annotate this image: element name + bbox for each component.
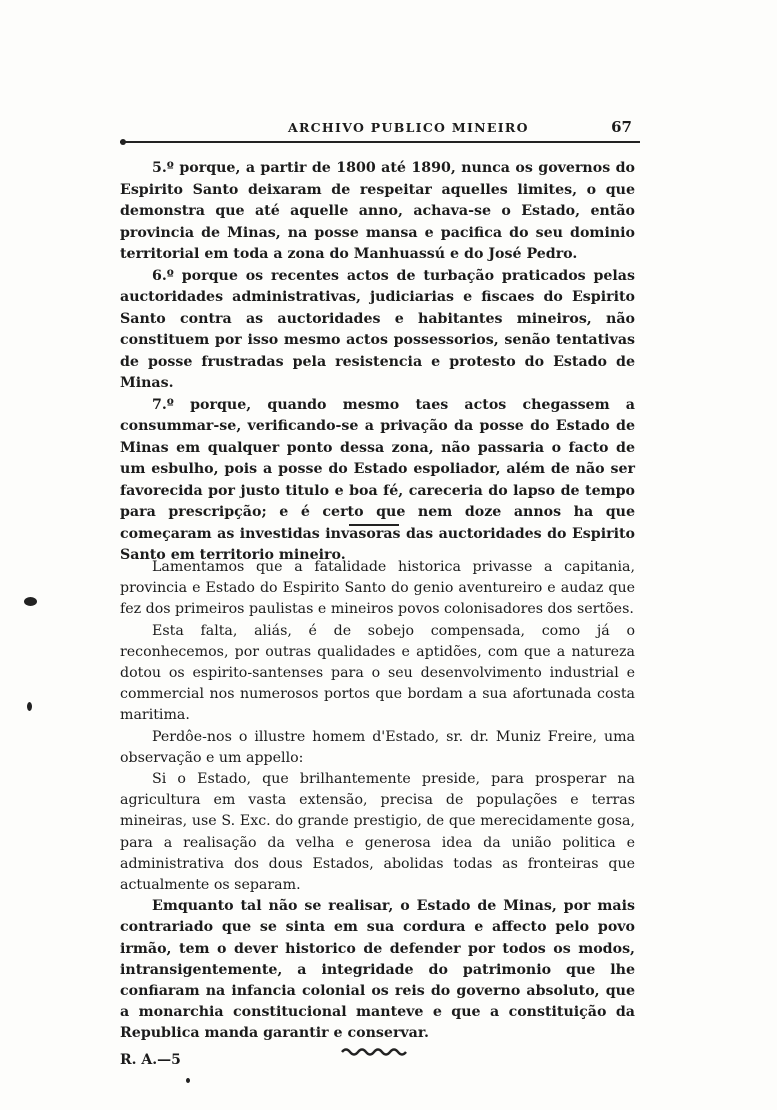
paragraph: Lamentamos que a fatalidade historica privasse a capitania, provincia e Estado do Espirito Santo do genio aventureiro e audaz que fez dos primeiros paulistas e mineiros povos colonisadores dos sertões.: [120, 559, 635, 618]
page-number: 67: [611, 118, 632, 136]
end-flourish: [340, 1046, 410, 1056]
paragraph: Si o Estado, que brilhantemente preside, para prosperar na agricultura em vasta extensão, precisa de populações e terras mineiras, use S. Exc. do grande prestigio, de que merecidamente gosa, para a realisação da velha e generosa idea da união politica e administrativa dos dous Estados, abolidas todas as fronteiras que actualmente os separam.: [120, 771, 635, 894]
header-title: ARCHIVO PUBLICO MINEIRO: [288, 120, 529, 135]
paragraph: Emquanto tal não se realisar, o Estado de Minas, por mais contrariado que se sinta em sua cordura e affecto pelo povo irmão, tem o dever historico de defender por todos os modos, intransigentemente, a integridade do patrimonio que lhe confiaram na infancia colonial os reis do governo absoluto, que a monarchia constitucional manteve e que a constituição da Republica manda garantir e conservar.: [120, 898, 635, 1042]
header-rule: [120, 141, 640, 146]
ink-blot: [186, 1078, 190, 1083]
ink-blot: [24, 597, 37, 606]
section-reasons: [120, 158, 635, 567]
paragraph: 7.º porque, quando mesmo taes actos chegassem a consummar-se, verificando-se a privação da posse do Estado de Minas em qualquer ponto dessa zona, não passaria o facto de um esbulho, pois a posse do Estado espoliador, além de não ser favorecida por justo titulo e boa fé, careceria do lapso de tempo para prescripção; e é certo que nem doze annos ha que começaram as investidas invasoras das auctoridades do Espirito Santo em territorio mineiro.: [120, 396, 635, 563]
running-header: [120, 118, 640, 138]
paragraph: Esta falta, aliás, é de sobejo compensada, como já o reconhecemos, por outras qualidades e aptidões, com que a natureza dotou os espirito-santenses para o seu desenvolvimento industrial e commercial nos numerosos portos que bordam a sua afortunada costa maritima.: [120, 622, 635, 724]
signature-mark: R. A.—5: [120, 1052, 181, 1068]
section-divider: [349, 524, 399, 526]
paragraph: 6.º porque os recentes actos de turbação praticados pelas auctoridades administrativas, judiciarias e fiscaes do Espirito Santo contra as auctoridades e habitantes mineiros, não constituem por isso mesmo actos possessorios, senão tentativas de posse frustradas pela resistencia e protesto do Estado de Minas.: [120, 267, 635, 391]
ink-blot: [27, 702, 32, 711]
paragraph: Perdôe-nos o illustre homem d'Estado, sr. dr. Muniz Freire, uma observação e um appello:: [120, 728, 635, 766]
section-commentary: [120, 557, 635, 1045]
paragraph: 5.º porque, a partir de 1800 até 1890, nunca os governos do Espirito Santo deixaram de respeitar aquelles limites, o que demonstra que até aquelle anno, achava-se o Estado, então provincia de Minas, na posse mansa e pacifica do seu dominio territorial em toda a zona do Manhuassú e do José Pedro.: [120, 160, 635, 262]
